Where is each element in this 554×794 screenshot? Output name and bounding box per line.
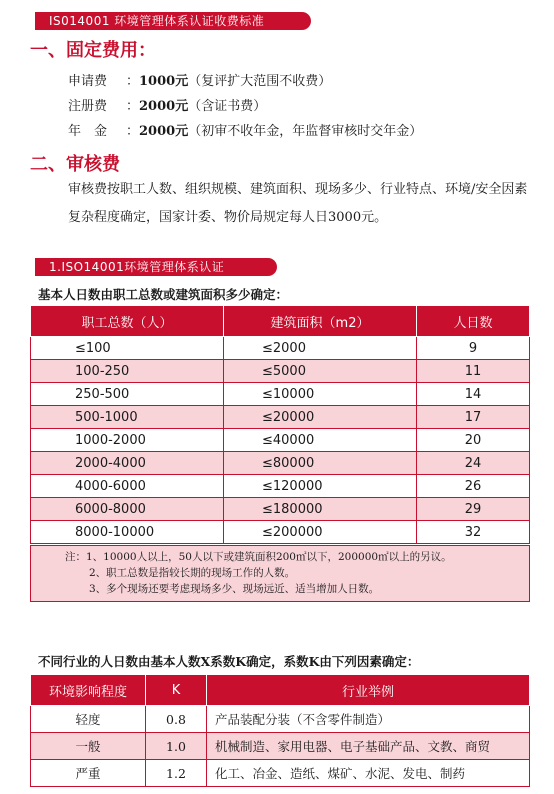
- table-cell: 1.0: [146, 733, 207, 760]
- table-row: [31, 383, 530, 406]
- column-header: 职工总数（人）: [31, 306, 224, 337]
- fee-note: （复评扩大范围不收费）: [188, 74, 332, 89]
- table-cell: 29: [417, 498, 530, 521]
- column-header: K: [146, 675, 207, 706]
- title-banner: IS014001 环境管理体系认证收费标准: [35, 12, 311, 30]
- fee-row-application: [68, 70, 331, 89]
- column-header: 行业举例: [207, 675, 530, 706]
- table-cell: 0.8: [146, 706, 207, 733]
- table-cell: ≤180000: [224, 498, 417, 521]
- fee-amount: 1000元: [139, 74, 189, 89]
- table-cell: ≤20000: [224, 406, 417, 429]
- note-line: 注：1、10000人以上，50人以下或建筑面积200㎡以下，200000㎡以上的另议。: [65, 551, 452, 563]
- table-row: [31, 706, 530, 733]
- table-header-row: [31, 675, 530, 706]
- table-cell: ≤200000: [224, 521, 417, 544]
- table-cell: ≤5000: [224, 360, 417, 383]
- table-row: [31, 360, 530, 383]
- table-cell: 24: [417, 452, 530, 475]
- industry-coefficient-table: [30, 674, 530, 787]
- table-cell: 机械制造、家用电器、电子基础产品、文教、商贸: [207, 733, 530, 760]
- fee-note: （初审不收年金，年监督审核时交年金）: [188, 124, 423, 139]
- table2-caption: 不同行业的人日数由基本人数X系数K确定，系数K由下列因素确定：: [38, 654, 420, 669]
- fee-sep: ：: [126, 99, 140, 114]
- table-cell: 17: [417, 406, 530, 429]
- table-cell: ≤10000: [224, 383, 417, 406]
- table-cell: 1000-2000: [31, 429, 224, 452]
- fee-row-registration: [68, 95, 266, 114]
- note-line: 3、多个现场还要考虑现场多少、现场远近、适当增加人日数。: [89, 583, 380, 595]
- note-line: 2、职工总数是指较长期的现场工作的人数。: [89, 567, 296, 579]
- table-cell: 9: [417, 337, 530, 360]
- table-cell: 32: [417, 521, 530, 544]
- table-cell: 100-250: [31, 360, 224, 383]
- audit-fee-paragraph: 审核费按职工人数、组织规模、建筑面积、现场多少、行业特点、环境/安全因素复杂程度确定，国家计委、物价局规定每人日3000元。: [68, 182, 528, 225]
- fee-sep: ：: [126, 124, 140, 139]
- table1-caption: 基本人日数由职工总数或建筑面积多少确定：: [38, 287, 289, 302]
- fee-note: （含证书费）: [188, 99, 267, 114]
- table-row: [31, 406, 530, 429]
- fee-label: 注册费: [68, 99, 108, 114]
- table-cell: 20: [417, 429, 530, 452]
- person-days-table: [30, 305, 530, 544]
- table-cell: 4000-6000: [31, 475, 224, 498]
- table-cell: 轻度: [31, 706, 146, 733]
- table1-notes: [30, 545, 530, 602]
- table-cell: 8000-10000: [31, 521, 224, 544]
- table-cell: 11: [417, 360, 530, 383]
- table-row: [31, 498, 530, 521]
- table-cell: 14: [417, 383, 530, 406]
- table-header-row: [31, 306, 530, 337]
- table-cell: ≤40000: [224, 429, 417, 452]
- column-header: 建筑面积（m2）: [224, 306, 417, 337]
- table-cell: 26: [417, 475, 530, 498]
- fee-amount: 2000元: [139, 99, 189, 114]
- column-header: 环境影响程度: [31, 675, 146, 706]
- table-cell: 1.2: [146, 760, 207, 787]
- table-cell: 一般: [31, 733, 146, 760]
- table-row: [31, 733, 530, 760]
- section-heading-fixed-fees: 一、固定费用：: [30, 40, 156, 61]
- section-heading-audit-fees: 二、审核费: [30, 154, 120, 175]
- table-row: [31, 760, 530, 787]
- fee-label: 年 金: [68, 124, 108, 139]
- table-cell: ≤80000: [224, 452, 417, 475]
- table-cell: ≤100: [31, 337, 224, 360]
- table-row: [31, 429, 530, 452]
- table-row: [31, 337, 530, 360]
- fee-amount: 2000元: [139, 124, 189, 139]
- table-cell: 2000-4000: [31, 452, 224, 475]
- table-row: [31, 521, 530, 544]
- table-cell: ≤2000: [224, 337, 417, 360]
- table-cell: 6000-8000: [31, 498, 224, 521]
- subsection-banner: 1.ISO14001环境管理体系认证: [35, 258, 277, 276]
- table-cell: 500-1000: [31, 406, 224, 429]
- table-cell: 产品装配分装（不含零件制造）: [207, 706, 530, 733]
- table-row: [31, 475, 530, 498]
- fee-sep: ：: [126, 74, 140, 89]
- table-cell: 化工、冶金、造纸、煤矿、水泥、发电、制药: [207, 760, 530, 787]
- table-cell: 250-500: [31, 383, 224, 406]
- fee-label: 申请费: [68, 74, 108, 89]
- fee-row-annual: [68, 120, 422, 139]
- table-row: [31, 452, 530, 475]
- table-cell: 严重: [31, 760, 146, 787]
- column-header: 人日数: [417, 306, 530, 337]
- table-cell: ≤120000: [224, 475, 417, 498]
